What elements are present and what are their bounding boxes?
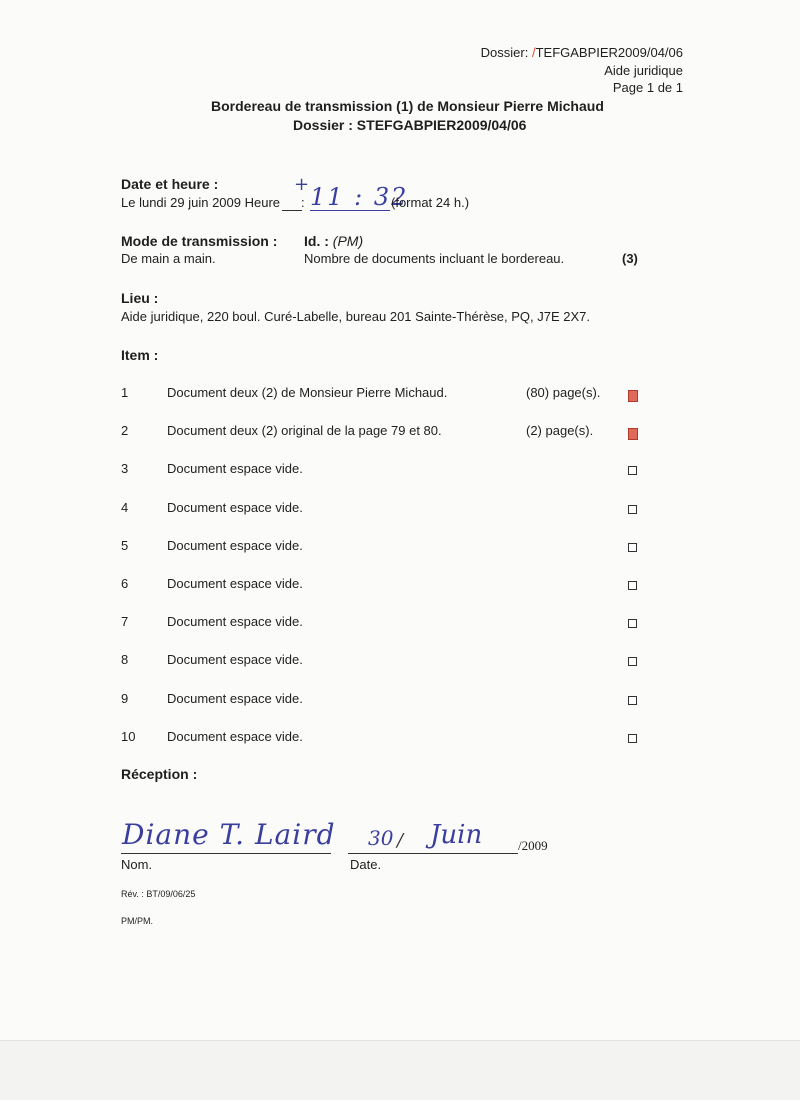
item-number: 1	[121, 385, 129, 400]
header-dossier-label: Dossier:	[480, 45, 529, 60]
time-format-note: (format 24 h.)	[391, 195, 470, 210]
item-number: 6	[121, 576, 129, 591]
date-separator: /	[397, 830, 404, 851]
document-title: Bordereau de transmission (1) de Monsieur Pierre Michaud	[211, 98, 604, 114]
item-number: 4	[121, 500, 129, 515]
header-dossier-value: TEFGABPIER2009/04/06	[535, 45, 683, 60]
item-checkbox[interactable]	[628, 505, 637, 514]
item-number: 3	[121, 461, 129, 476]
item-description: Document espace vide.	[167, 576, 303, 591]
item-checkbox[interactable]	[628, 657, 637, 666]
item-number: 5	[121, 538, 129, 553]
time-underline	[282, 210, 302, 211]
item-description: Document deux (2) de Monsieur Pierre Michaud.	[167, 385, 448, 400]
date-line	[348, 853, 518, 854]
nom-label: Nom.	[121, 857, 153, 872]
mode-value: De main a main.	[121, 251, 216, 266]
doc-count-value: (3)	[622, 251, 638, 266]
item-checkbox[interactable]	[628, 619, 637, 628]
signature-line	[121, 853, 331, 854]
item-checkbox[interactable]	[628, 390, 638, 402]
items-section-label: Item :	[121, 347, 159, 363]
item-number: 9	[121, 691, 129, 706]
id-label: Id. :	[304, 233, 329, 249]
date-colon: :	[301, 195, 305, 210]
handwritten-time: 11 : 32	[310, 183, 409, 211]
date-label: Date.	[350, 857, 382, 872]
item-pages: (2) page(s).	[526, 423, 594, 438]
item-description: Document espace vide.	[167, 614, 303, 629]
revision-code: Rév. : BT/09/06/25	[121, 889, 196, 899]
item-number: 2	[121, 423, 129, 438]
reception-section-label: Réception :	[121, 766, 198, 782]
date-month: Juin	[430, 820, 483, 850]
item-description: Document espace vide.	[167, 500, 303, 515]
item-description: Document espace vide.	[167, 729, 303, 744]
handwritten-plus: +	[294, 174, 310, 195]
item-pages: (80) page(s).	[526, 385, 601, 400]
date-day: 30	[368, 826, 394, 850]
item-checkbox[interactable]	[628, 466, 637, 475]
date-text	[121, 195, 280, 210]
id-value: (PM)	[332, 233, 364, 249]
header-page-info: Page 1 de 1	[612, 80, 683, 95]
date-year: /2009	[518, 838, 548, 853]
item-description: Document deux (2) original de la page 79 et 80.	[167, 423, 442, 438]
lieu-value: Aide juridique, 220 boul. Curé-Labelle, bureau 201 Sainte-Thérèse, PQ, J7E 2X7.	[121, 309, 591, 324]
signature: Diane T. Laird	[122, 818, 336, 851]
header-dossier	[481, 45, 683, 60]
item-description: Document espace vide.	[167, 652, 303, 667]
item-description: Document espace vide.	[167, 461, 303, 476]
lieu-section-label: Lieu :	[121, 290, 159, 306]
item-checkbox[interactable]	[628, 734, 637, 743]
item-number: 8	[121, 652, 129, 667]
handwritten-time-underline	[310, 210, 390, 211]
doc-count-label: Nombre de documents incluant le bordereau.	[304, 251, 565, 266]
item-number: 10	[121, 729, 136, 744]
document-subtitle: Dossier : STEFGABPIER2009/04/06	[293, 117, 527, 133]
item-checkbox[interactable]	[628, 428, 638, 440]
footer-initials: PM/PM.	[121, 916, 154, 926]
red-stroke-mark: /	[531, 45, 536, 60]
id-field	[304, 233, 363, 249]
header-service: Aide juridique	[604, 63, 683, 78]
mode-section-label: Mode de transmission :	[121, 233, 278, 249]
date-section-label: Date et heure :	[121, 176, 219, 192]
item-description: Document espace vide.	[167, 538, 303, 553]
item-number: 7	[121, 614, 129, 629]
date-value: Le lundi 29 juin 2009 Heure	[121, 195, 281, 210]
item-description: Document espace vide.	[167, 691, 303, 706]
item-checkbox[interactable]	[628, 696, 637, 705]
item-checkbox[interactable]	[628, 581, 637, 590]
item-checkbox[interactable]	[628, 543, 637, 552]
